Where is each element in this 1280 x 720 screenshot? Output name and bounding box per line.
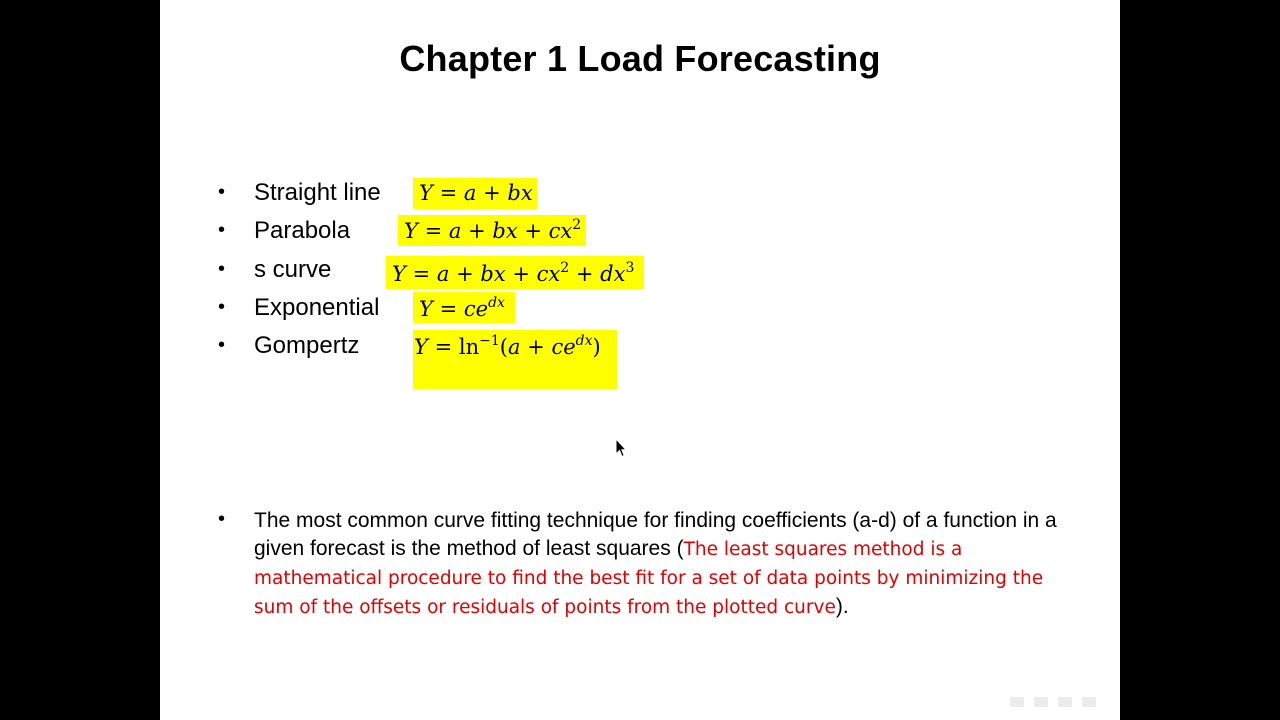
bullet-dot: • — [218, 181, 226, 203]
bullet-dot: • — [218, 508, 226, 530]
bullet-dot: • — [218, 219, 226, 241]
model-label-straight-line: Straight line — [254, 179, 381, 206]
paragraph-closing-text: ). — [835, 595, 849, 618]
bullet-dot: • — [218, 296, 226, 318]
formula-parabola: Y = a + bx + cx$^2$ — [398, 215, 586, 246]
model-label-parabola: Parabola — [254, 217, 351, 244]
bullet-dot: • — [218, 258, 226, 280]
menu-icon[interactable] — [1058, 697, 1072, 707]
previous-slide-icon[interactable] — [1010, 697, 1024, 707]
least-squares-paragraph — [254, 507, 1074, 622]
paragraph-black-text: The most common curve fitting technique for finding coefficients (a-d) of a function in a given forecast is the method of least squares ( — [254, 509, 1057, 560]
paragraph-red-text: The least squares method is a mathematical procedure to find the best fit for a set of data points by minimizing the sum of the offsets or residuals of points from the plotted curve — [254, 539, 1044, 618]
model-label-exponential: Exponential — [254, 294, 380, 321]
slide-title: Chapter 1 Load Forecasting — [399, 38, 881, 79]
arrow-pointer-icon — [615, 438, 627, 458]
formula-s-curve: Y = a + bx + cx$^2$ + dx$^3$ — [386, 256, 644, 289]
bullet-dot: • — [218, 334, 226, 356]
model-label-gompertz: Gompertz — [254, 332, 360, 359]
next-slide-icon[interactable] — [1082, 697, 1096, 707]
slideshow-nav-controls[interactable] — [1000, 694, 1110, 710]
formula-straight-line: Y = a + bx — [413, 178, 537, 209]
model-label-s-curve: s curve — [254, 256, 332, 283]
formula-gompertz: $Y = \ln^{-1}(a + ce^{dx})$ — [413, 330, 617, 389]
pen-icon[interactable] — [1034, 697, 1048, 707]
formula-exponential: $Y = ce^{dx}$ — [413, 292, 515, 323]
slide — [160, 0, 1120, 720]
